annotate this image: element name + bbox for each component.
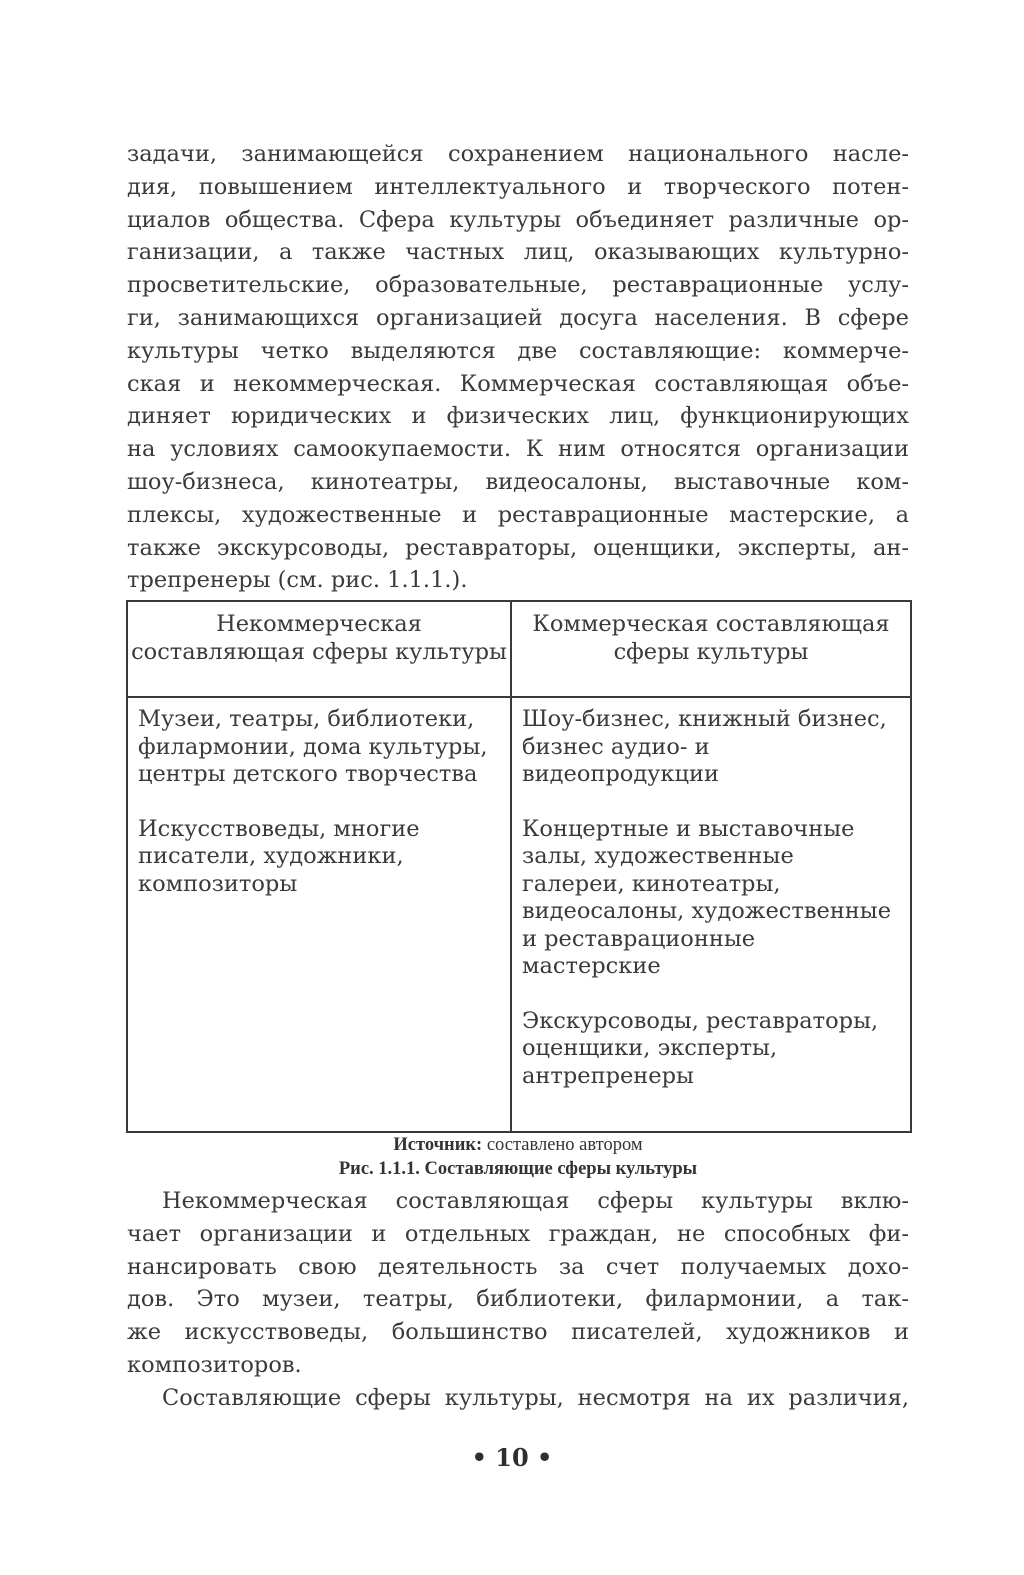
paragraph-noncommercial [127, 1185, 909, 1382]
text-line: циалов общества. Сфера культуры объединяет различные ор- [127, 206, 909, 233]
source-label: Источник: [393, 1135, 483, 1155]
page-number: • 10 • [471, 1443, 553, 1472]
table-row [127, 697, 911, 1132]
text-line: Составляющие сферы культуры, несмотря на их различия, [162, 1385, 909, 1411]
culture-sphere-table [126, 600, 912, 1133]
text-line: Некоммерческая составляющая сферы культуры вклю- [162, 1188, 909, 1214]
header-commercial: Коммерческая составляющая сферы культуры [511, 601, 911, 697]
text-line: просветительские, образовательные, реставрационные услу- [127, 272, 909, 299]
cell-text-block: Музеи, театры, библиотеки, филармонии, дома культуры, центры детского творчества [138, 706, 488, 787]
cell-text-block: Концертные и выставочные залы, художественные галереи, кинотеатры, видеосалоны, художественные и реставрационные мастерские [522, 815, 892, 979]
figure-source-caption [127, 1133, 909, 1157]
text-line: дия, повышением интеллектуального и творческого потен- [127, 173, 909, 200]
paragraph-components [127, 1382, 909, 1415]
cell-text-block: Искусствоведы, многие писатели, художники, композиторы [138, 815, 420, 897]
paragraph-intro [127, 138, 909, 597]
text-line: трепренеры (см. рис. 1.1.1.). [127, 567, 468, 594]
cell-commercial [511, 697, 911, 1132]
text-line: нансировать свою деятельность за счет получаемых дохо- [127, 1253, 909, 1280]
text-line: плексы, художественные и реставрационные мастерские, а [127, 501, 909, 528]
text-line: ганизации, а также частных лиц, оказывающих культурно- [127, 239, 909, 266]
cell-text-block: Экскурсоводы, реставраторы, оценщики, эксперты, антрепренеры [522, 1007, 879, 1089]
text-line: также экскурсоводы, реставраторы, оценщики, эксперты, ан- [127, 534, 909, 561]
text-line: диняет юридических и физических лиц, функционирующих [127, 403, 909, 430]
text-line: же искусствоведы, большинство писателей, художников и [127, 1319, 909, 1346]
text-line: чает организации и отдельных граждан, не способных фи- [127, 1220, 909, 1247]
text-line: дов. Это музеи, театры, библиотеки, филармонии, а так- [127, 1286, 909, 1313]
text-line: ская и некоммерческая. Коммерческая составляющая объе- [127, 370, 909, 397]
source-text: составлено автором [482, 1135, 643, 1155]
text-line: на условиях самоокупаемости. К ним относятся организации [127, 436, 909, 463]
cell-noncommercial [127, 697, 511, 1132]
header-noncommercial: Некоммерческая составляющая сферы культуры [127, 601, 511, 697]
text-line: ги, занимающихся организацией досуга населения. В сфере [127, 304, 909, 331]
text-line: шоу-бизнеса, кинотеатры, видеосалоны, выставочные ком- [127, 468, 909, 495]
text-line: композиторов. [127, 1351, 302, 1378]
table-header-row [127, 601, 911, 697]
text-line: задачи, занимающейся сохранением национального насле- [127, 141, 909, 167]
figure-title: Рис. 1.1.1. Составляющие сферы культуры [338, 1159, 698, 1179]
text-line: культуры четко выделяются две составляющие: коммерче- [127, 337, 909, 364]
cell-text-block: Шоу-бизнес, книжный бизнес, бизнес аудио- и видеопродукции [522, 706, 887, 787]
